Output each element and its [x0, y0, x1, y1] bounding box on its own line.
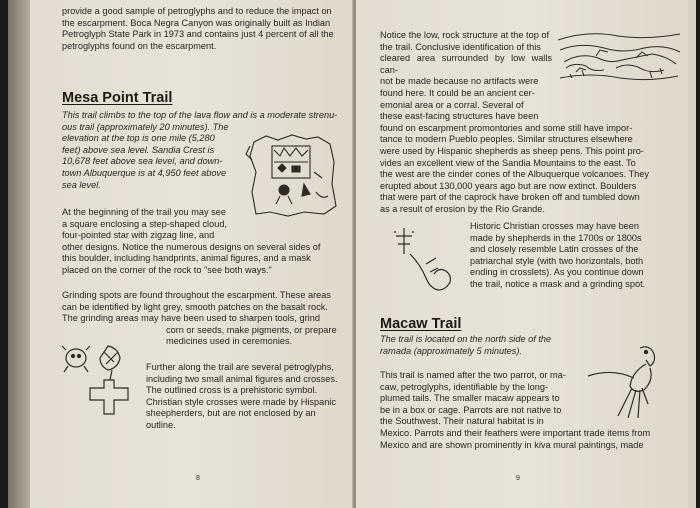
- page-number-right: 9: [516, 475, 520, 482]
- text-line: Notice the low, rock structure at the top of: [380, 30, 550, 40]
- text-line: town Albuquerque is at 4,950 feet above: [62, 167, 227, 178]
- text-line: can be identified by light grey, smooth patches on the basalt rock.: [62, 301, 328, 312]
- text-line: feet) above sea level. Sandia Crest is: [62, 144, 215, 155]
- text-line: cleared area surrounded by low walls can-: [380, 53, 552, 75]
- text-line: provide a good sample of petroglyphs and to reduce the impact on: [62, 6, 332, 16]
- text-line: Grinding spots are found throughout the escarpment. These areas: [62, 290, 331, 300]
- text-line: Further along the trail are several petroglyphs,: [146, 362, 334, 372]
- text-line: these east-facing structures have been: [380, 111, 539, 122]
- text-line: the trail, notice a mask and a grinding spot.: [470, 278, 646, 289]
- text-line: the Southwest. Their natural habitat is in: [380, 416, 544, 427]
- animal-and-cross-petroglyph-sketch: [60, 340, 140, 440]
- text-line: vides an excellent view of the Sandia Mountains to the east. To: [380, 157, 636, 168]
- text-line: Mexico and are shown prominently in kiva mural paintings, made: [380, 439, 644, 450]
- cross-petroglyph-sketch: [390, 224, 460, 298]
- page-number-left: 8: [196, 475, 200, 482]
- text-line: as a result of erosion by the Rio Grande.: [380, 203, 545, 214]
- text-line: found on escarpment promontories and some still have impor-: [380, 122, 633, 133]
- text-line: were used by Hispanic shepherds as sheep pens. This point pro-: [380, 145, 644, 156]
- text-line: not be made because no artifacts were: [380, 76, 539, 87]
- text-line: ous trail (approximately 20 minutes). The: [62, 121, 229, 132]
- text-line: 10,678 feet above sea level, and down-: [62, 156, 223, 167]
- text-line: ending in crosslets). As you continue down: [470, 267, 644, 278]
- text-line: be in a box or cage. Parrots are not native to: [380, 404, 562, 415]
- text-line: Christian style crosses were made by Hispanic: [146, 396, 336, 407]
- text-line: tance to modern Pueblo peoples. Similar structures elsewhere: [380, 134, 633, 145]
- christian-crosses-paragraph: [470, 221, 676, 291]
- text-line: sea level.: [62, 179, 101, 190]
- text-line: Petroglyph State Park in 1973 and contains just 4 percent of all the: [62, 29, 334, 40]
- text-line: the west are the cinder cones of the Albuquerque volcanoes. They: [380, 169, 649, 180]
- text-line: found here. It could be an ancient cer-: [380, 87, 535, 98]
- text-line: the trail. Conclusive identification of this: [380, 41, 541, 52]
- macaw-trail-heading: Macaw Trail: [380, 316, 462, 332]
- text-line: the escarpment. Boca Negra Canyon was originally built as Indian: [62, 17, 331, 28]
- mesa-point-heading: Mesa Point Trail: [62, 90, 173, 106]
- text-line: plumed tails. The smaller macaw appears to: [380, 393, 560, 404]
- text-line: four-pointed star with zigzag line, and: [62, 230, 215, 241]
- text-line: other designs. Notice the numerous designs on several sides of: [62, 241, 321, 252]
- text-line: medicines used in ceremonies.: [166, 336, 293, 347]
- boulder-petroglyph-sketch: [244, 132, 340, 218]
- macaw-paragraph: [380, 370, 676, 451]
- text-line: and closely resemble Latin crosses of the: [470, 244, 639, 255]
- text-line: The trail is located on the north side of the: [380, 334, 552, 344]
- text-line: corn or seeds, make pigments, or prepare: [166, 324, 337, 335]
- right-page: [356, 0, 688, 508]
- left-page: [30, 0, 352, 508]
- text-line: sheepherders, but are not enclosed by an: [146, 408, 316, 419]
- text-line: a square enclosing a step-shaped cloud,: [62, 218, 227, 229]
- text-line: patriarchal style (with two horizontals, both: [470, 255, 644, 266]
- boulder-paragraph: [62, 207, 352, 277]
- rock-structure-paragraph: [380, 30, 676, 216]
- text-line: The grinding areas may have been used to sharpen tools, grind: [62, 313, 320, 324]
- text-line: The outlined cross is a prehistoric symbol.: [146, 385, 318, 396]
- text-line: petroglyphs found on the escarpment.: [62, 40, 217, 51]
- text-line: Mexico. Parrots and their feathers were important trade items from: [380, 427, 651, 438]
- text-line: including two small animal figures and crosses.: [146, 373, 338, 384]
- text-line: elevation at the top is one mile (5,280: [62, 133, 215, 144]
- text-line: outline.: [146, 419, 176, 430]
- intro-paragraph: [62, 6, 352, 52]
- text-line: Historic Christian crosses may have been: [470, 221, 640, 231]
- text-line: erupted about 130,000 years ago but are now extinct. Boulders: [380, 180, 637, 191]
- text-line: this boulder, including handprints, animal figures, and a mask: [62, 253, 311, 264]
- text-line: emonial area or a corral. Several of: [380, 99, 524, 110]
- text-line: This trail is named after the two parrot, or ma-: [380, 370, 566, 380]
- text-line: placed on the corner of the rock to "see both ways.": [62, 264, 272, 275]
- text-line: caw, petroglyphs, identifiable by the long-: [380, 381, 549, 392]
- text-line: that were part of the caprock have broken off and tumbled down: [380, 192, 640, 203]
- crosses-paragraph: [146, 362, 342, 432]
- text-line: ramada (approximately 5 minutes).: [380, 345, 522, 356]
- text-line: made by shepherds in the 1700s or 1800s: [470, 232, 642, 243]
- text-line: At the beginning of the trail you may see: [62, 207, 226, 217]
- text-line: This trail climbs to the top of the lava flow and is a moderate strenu-: [62, 110, 338, 120]
